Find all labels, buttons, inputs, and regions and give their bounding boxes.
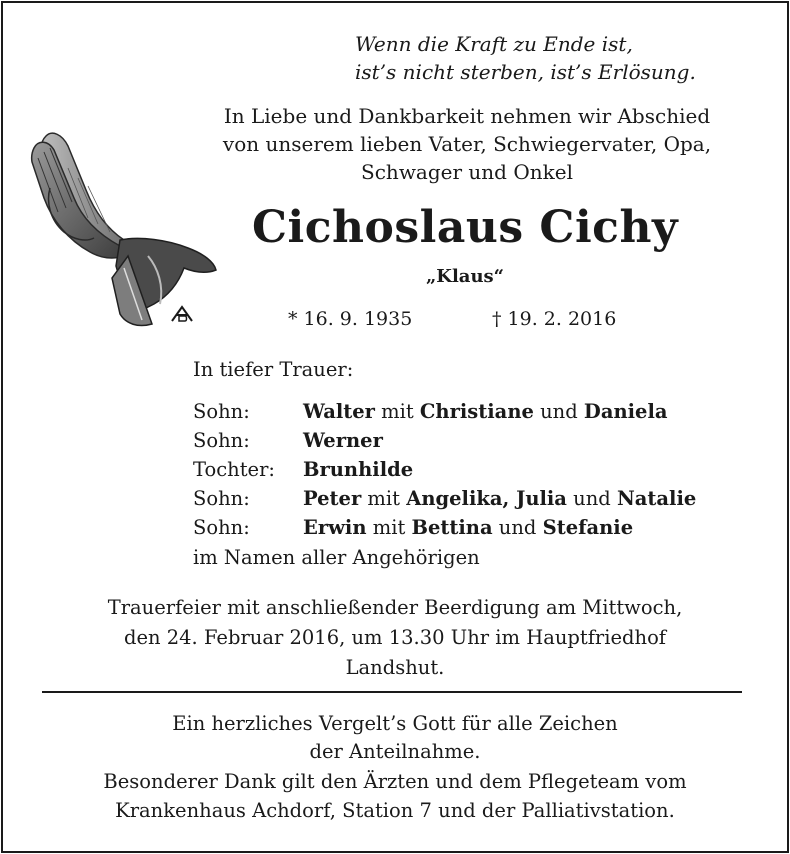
mourner-name: Walter <box>303 400 375 423</box>
ceremony-line-1: Trauerfeier mit anschließender Beerdigung am Mittwoch, <box>107 596 683 619</box>
mourner-row <box>193 398 773 426</box>
mourner-relation: Sohn: <box>193 487 250 510</box>
death-date: † 19. 2. 2016 <box>492 308 617 330</box>
mourner-row <box>193 427 773 455</box>
connector: mit <box>366 516 412 539</box>
mourner-name: Angelika, Julia <box>406 487 567 510</box>
mourner-name: Natalie <box>616 487 697 510</box>
thanks-line-1: Ein herzliches Vergelt’s Gott für alle Zeichen <box>172 712 618 735</box>
birth-date: * 16. 9. 1935 <box>288 308 413 330</box>
deceased-name: Cichoslaus Cichy <box>251 202 679 253</box>
mourner-names <box>303 456 413 484</box>
connector: und <box>566 487 617 510</box>
connector: und <box>492 516 543 539</box>
intro-line-2: von unserem lieben Vater, Schwiegervater, Opa, <box>222 132 712 156</box>
mourner-relation: Tochter: <box>193 458 275 481</box>
mourner-relation: Sohn: <box>193 400 250 423</box>
thanks-line-3: Besonderer Dank gilt den Ärzten und dem Pflegeteam vom <box>103 770 687 793</box>
verse-line-1: Wenn die Kraft zu Ende ist, <box>355 32 633 56</box>
mourner-name: Werner <box>303 429 383 452</box>
connector: mit <box>374 400 420 423</box>
thanks-line-2: der Anteilnahme. <box>309 740 481 763</box>
mourner-row <box>193 514 773 542</box>
mourner-names <box>303 514 633 542</box>
verse-line-2: ist’s nicht sterben, ist’s Erlösung. <box>355 60 696 84</box>
mourner-row <box>193 456 773 484</box>
mourner-names <box>303 398 668 426</box>
deceased-nickname: „Klaus“ <box>425 266 505 287</box>
mourners-closing: im Namen aller Angehörigen <box>193 546 480 569</box>
ceremony-line-3: Landshut. <box>345 656 445 679</box>
mourner-name: Daniela <box>583 400 668 423</box>
intro-line-1: In Liebe und Dankbarkeit nehmen wir Abschied <box>223 104 711 128</box>
mourner-row <box>193 485 773 513</box>
mourner-name: Christiane <box>419 400 534 423</box>
mourner-names <box>303 427 383 455</box>
mourner-name: Erwin <box>303 516 367 539</box>
connector: mit <box>361 487 407 510</box>
intro-line-3: Schwager und Onkel <box>361 160 573 184</box>
mourner-relation: Sohn: <box>193 429 250 452</box>
ceremony-line-2: den 24. Februar 2016, um 13.30 Uhr im Hauptfriedhof <box>123 626 667 649</box>
mourner-names <box>303 485 696 513</box>
mourners-list <box>193 398 773 548</box>
connector: und <box>533 400 584 423</box>
mourner-name: Stefanie <box>542 516 634 539</box>
mourner-name: Peter <box>303 487 362 510</box>
durer-monogram-icon <box>170 305 194 327</box>
mourner-relation: Sohn: <box>193 516 250 539</box>
thanks-line-4: Krankenhaus Achdorf, Station 7 und der Palliativstation. <box>115 799 675 822</box>
mourner-name: Bettina <box>411 516 493 539</box>
mourners-heading: In tiefer Trauer: <box>193 358 354 381</box>
divider <box>42 691 742 693</box>
mourner-name: Brunhilde <box>303 458 414 481</box>
